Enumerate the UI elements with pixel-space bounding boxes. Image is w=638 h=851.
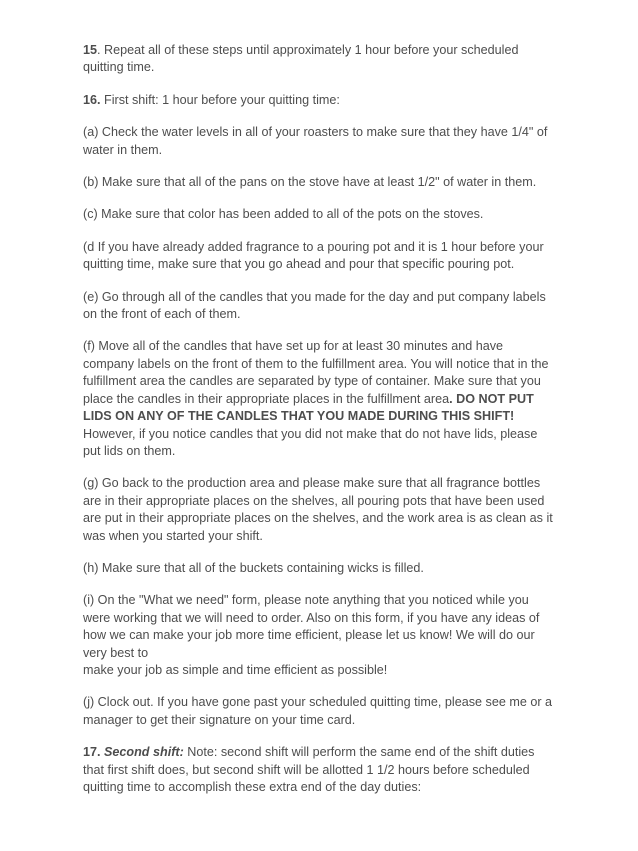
step-15-text: . Repeat all of these steps until approximately 1 hour before your scheduled quitting time. bbox=[83, 43, 519, 75]
step-17 bbox=[83, 744, 553, 796]
document-body bbox=[83, 42, 553, 811]
step-16i bbox=[83, 592, 553, 679]
step-16f-text: (f) Move all of the candles that have set up for at least 30 minutes and have company labels on the front of them to the fulfillment area. You will notice that in the fulfillment area the candles are separated by type of container. Make sure that you place the candles in their appropriate places in the fulfillment area bbox=[83, 339, 549, 406]
step-16f-warning: . DO NOT PUT LIDS ON ANY OF THE CANDLES THAT YOU MADE DURING THIS SHIFT! bbox=[83, 391, 534, 424]
step-16-text: First shift: 1 hour before your quitting time: bbox=[100, 92, 340, 107]
step-15-number: 15 bbox=[83, 43, 98, 57]
step-16c: (c) Make sure that color has been added to all of the pots on the stoves. bbox=[83, 207, 484, 222]
step-16g: (g) Go back to the production area and please make sure that all fragrance bottles are in their appropriate places on the shelves, all pouring pots that have been used are put in their appropriate places on the shelves, and the work area is as clean as it was when you started your shift. bbox=[83, 476, 553, 543]
step-17-text: Note: second shift will perform the same end of the shift duties that first shift does, but second shift will be allotted 1 1/2 hours before scheduled quitting time to accomplish these extra end of the day duties: bbox=[83, 745, 535, 794]
step-16f bbox=[83, 338, 553, 460]
step-17-number: 17. bbox=[83, 745, 101, 760]
step-16-number: 16. bbox=[83, 92, 101, 107]
step-16e: (e) Go through all of the candles that you made for the day and put company labels on the front of each of them. bbox=[83, 289, 546, 322]
step-16d: (d If you have already added fragrance to a pouring pot and it is 1 hour before your quitting time, make sure that you go ahead and pour that specific pouring pot. bbox=[83, 239, 544, 272]
step-15 bbox=[83, 42, 553, 77]
step-16h: (h) Make sure that all of the buckets containing wicks is filled. bbox=[83, 560, 424, 575]
step-16b: (b) Make sure that all of the pans on the stove have at least 1/2" of water in them. bbox=[83, 175, 537, 190]
step-16 bbox=[83, 92, 553, 109]
step-16f-text-continued: However, if you notice candles that you did not make that do not have lids, please put lids on them. bbox=[83, 426, 538, 458]
step-16i-text-continued: make your job as simple and time efficient as possible! bbox=[83, 662, 388, 677]
step-17-label: Second shift: bbox=[100, 745, 184, 760]
step-16j: (j) Clock out. If you have gone past your scheduled quitting time, please see me or a manager to get their signature on your time card. bbox=[83, 695, 553, 727]
step-16i-text: (i) On the "What we need" form, please note anything that you noticed while you were working that we will need to order. Also on this form, if you have any ideas of how we can make your job more time efficient, please let us know! We will do our very best to bbox=[83, 593, 540, 660]
step-16a: (a) Check the water levels in all of your roasters to make sure that they have 1/4" of water in them. bbox=[83, 125, 548, 157]
